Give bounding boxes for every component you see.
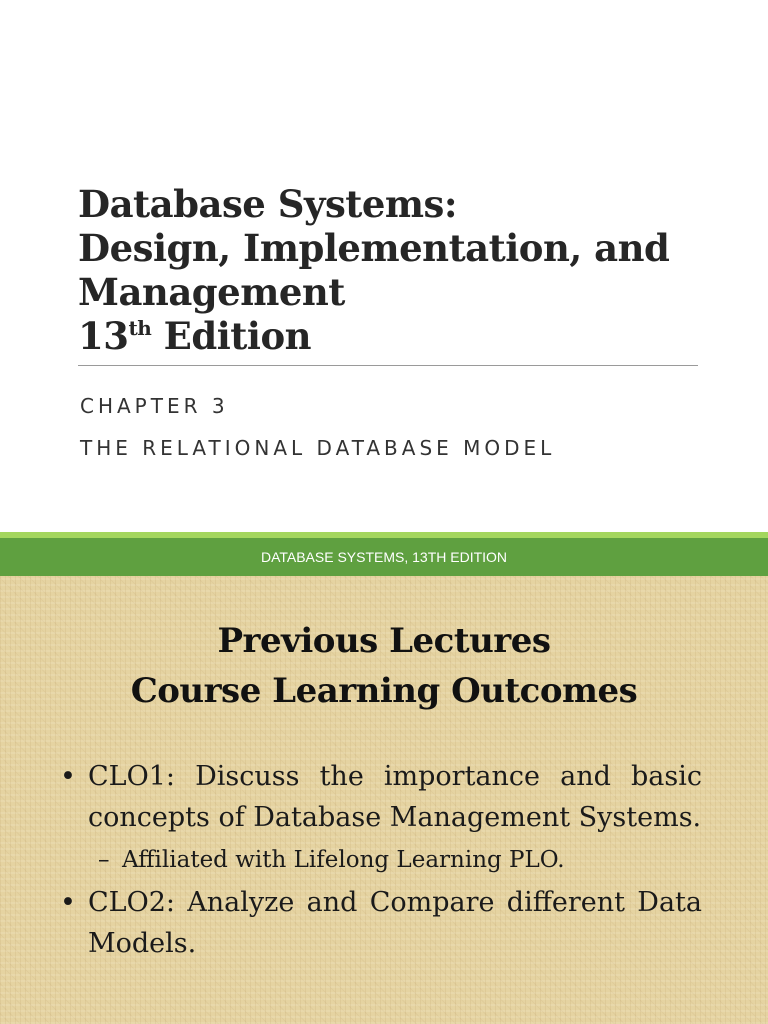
title-line-1: Database Systems: — [78, 182, 458, 226]
edition-number: 13 — [78, 314, 129, 358]
list-item-clo2 — [60, 882, 702, 964]
heading-line-2: Course Learning Outcomes — [130, 671, 638, 711]
title-divider — [78, 365, 698, 366]
footer-band-text: DATABASE SYSTEMS, 13TH EDITION — [260, 549, 508, 565]
title-edition — [78, 314, 718, 358]
slide-title — [78, 182, 718, 358]
title-line-2: Design, Implementation, and — [78, 226, 670, 270]
bullet-dot: • — [60, 887, 76, 918]
clo1-text: CLO1: Discuss the importance and basic concepts of Database Management Systems. — [88, 761, 702, 833]
list-subitem-clo1 — [60, 840, 702, 880]
heading-line-1: Previous Lectures — [217, 621, 551, 661]
title-line-3: Management — [78, 270, 345, 314]
chapter-title: THE RELATIONAL DATABASE MODEL — [80, 436, 556, 460]
edition-word: Edition — [151, 314, 312, 358]
outcomes-slide — [0, 576, 768, 1024]
chapter-label: CHAPTER 3 — [80, 394, 229, 418]
clo1-sub-text: Affiliated with Lifelong Learning PLO. — [122, 847, 565, 873]
edition-superscript: th — [128, 316, 152, 340]
bullet-dot: • — [60, 761, 76, 792]
sub-bullet-dash: – — [98, 847, 110, 873]
footer-band — [0, 538, 768, 576]
list-item-clo1 — [60, 756, 702, 838]
outcomes-heading — [0, 616, 768, 716]
clo2-text: CLO2: Analyze and Compare different Data Models. — [88, 887, 702, 959]
outcomes-list — [60, 756, 702, 964]
